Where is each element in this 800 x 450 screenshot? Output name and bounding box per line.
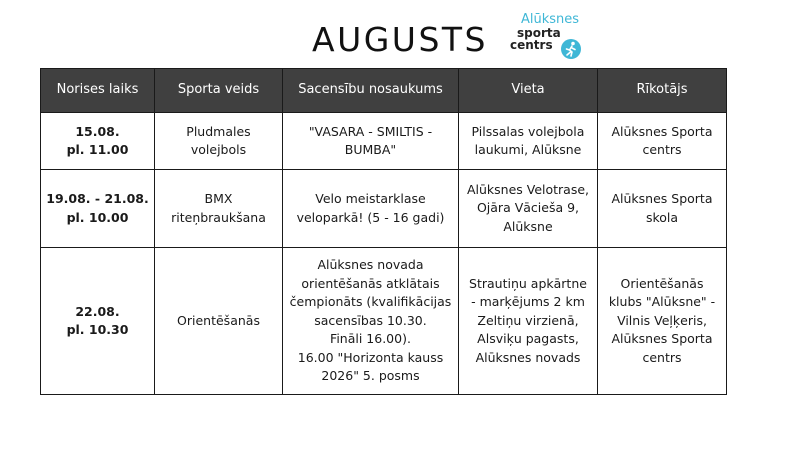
header-date: Norises laiks bbox=[41, 69, 155, 113]
place-line: Ojāra Vācieša 9, bbox=[476, 200, 580, 216]
date-cell bbox=[41, 113, 155, 170]
event-name-line: Velo meistarklase bbox=[315, 191, 426, 206]
organizer-cell bbox=[598, 248, 727, 395]
organizer-line: klubs "Alūksne" - bbox=[608, 294, 716, 310]
header-organizer: Rīkotājs bbox=[598, 69, 727, 113]
place-line: Alūksne bbox=[503, 218, 553, 234]
sport-line: Orientēšanās bbox=[177, 312, 260, 328]
page-title: AUGUSTS bbox=[312, 20, 489, 59]
event-name-line: veloparkā! (5 - 16 gadi) bbox=[296, 209, 445, 225]
sport-line: Pludmales bbox=[186, 123, 251, 139]
event-name-cell bbox=[283, 248, 459, 395]
place-line: Alsviķu pagasts, bbox=[477, 331, 579, 347]
event-name-cell bbox=[283, 170, 459, 248]
date-cell bbox=[41, 170, 155, 248]
table-row bbox=[41, 170, 727, 248]
event-name-line: 16.00 "Horizonta kauss bbox=[297, 349, 444, 365]
sport-cell bbox=[155, 248, 283, 395]
organizer-cell bbox=[598, 113, 727, 170]
place-line: Pilssalas volejbola bbox=[471, 123, 585, 139]
table-header-row bbox=[41, 69, 727, 113]
event-name-cell bbox=[283, 113, 459, 170]
place-cell bbox=[459, 170, 598, 248]
sport-cell bbox=[155, 113, 283, 170]
event-name-line: orientēšanās atklātais bbox=[301, 275, 440, 291]
header-event-name: Sacensību nosaukums bbox=[283, 69, 459, 113]
time-line: pl. 11.00 bbox=[66, 142, 129, 157]
event-name-line: sacensības 10.30. bbox=[314, 312, 427, 328]
header-sport: Sporta veids bbox=[155, 69, 283, 113]
event-name-line: 2026" 5. posms bbox=[321, 368, 420, 384]
sport-line: volejbols bbox=[190, 142, 247, 157]
sport-line: BMX bbox=[204, 191, 233, 206]
logo-text-line2: sporta bbox=[517, 26, 561, 40]
header-place: Vieta bbox=[459, 69, 598, 113]
organizer-line: Alūksnes Sporta bbox=[611, 191, 713, 206]
organizer-line: Alūksnes Sporta bbox=[611, 123, 713, 139]
date-line: 22.08. bbox=[75, 303, 120, 319]
organizer-line: centrs bbox=[642, 142, 682, 157]
place-cell bbox=[459, 248, 598, 395]
sport-cell bbox=[155, 170, 283, 248]
organizer-line: Vilnis Veļķeris, bbox=[617, 312, 707, 328]
place-line: Alūksnes Velotrase, bbox=[466, 181, 590, 197]
events-table bbox=[40, 68, 727, 395]
date-line: 19.08. - 21.08. bbox=[46, 191, 149, 206]
logo-text-line1: Alūksnes bbox=[521, 12, 580, 27]
table-row bbox=[41, 248, 727, 395]
organizer-line: Orientēšanās bbox=[620, 275, 704, 291]
time-line: pl. 10.00 bbox=[66, 209, 129, 225]
place-line: Zeltiņu virzienā, bbox=[477, 312, 579, 328]
logo-text-line3: centrs bbox=[510, 38, 553, 52]
place-line: Alūksnes novads bbox=[475, 349, 581, 365]
event-name-line: čempionāts (kvalifikācijas bbox=[289, 294, 452, 310]
runner-icon bbox=[561, 39, 581, 59]
table-row bbox=[41, 113, 727, 170]
place-line: - marķējums 2 km bbox=[471, 294, 585, 310]
place-line: Strautiņu apkārtne bbox=[469, 275, 587, 291]
organizer-line: skola bbox=[645, 209, 679, 225]
organizer-cell bbox=[598, 170, 727, 248]
logo bbox=[506, 12, 586, 62]
event-name-line: BUMBA" bbox=[344, 142, 397, 157]
sport-line: riteņbraukšana bbox=[171, 209, 266, 225]
event-name-line: "VASARA - SMILTIS - bbox=[308, 123, 433, 139]
organizer-line: Alūksnes Sporta bbox=[611, 331, 713, 347]
organizer-line: centrs bbox=[642, 349, 682, 365]
place-cell bbox=[459, 113, 598, 170]
event-name-line: Alūksnes novada bbox=[317, 257, 424, 273]
date-cell bbox=[41, 248, 155, 395]
event-name-line: Fināli 16.00). bbox=[330, 331, 411, 347]
place-line: laukumi, Alūksne bbox=[474, 142, 582, 157]
time-line: pl. 10.30 bbox=[66, 322, 129, 337]
date-line: 15.08. bbox=[75, 123, 120, 139]
